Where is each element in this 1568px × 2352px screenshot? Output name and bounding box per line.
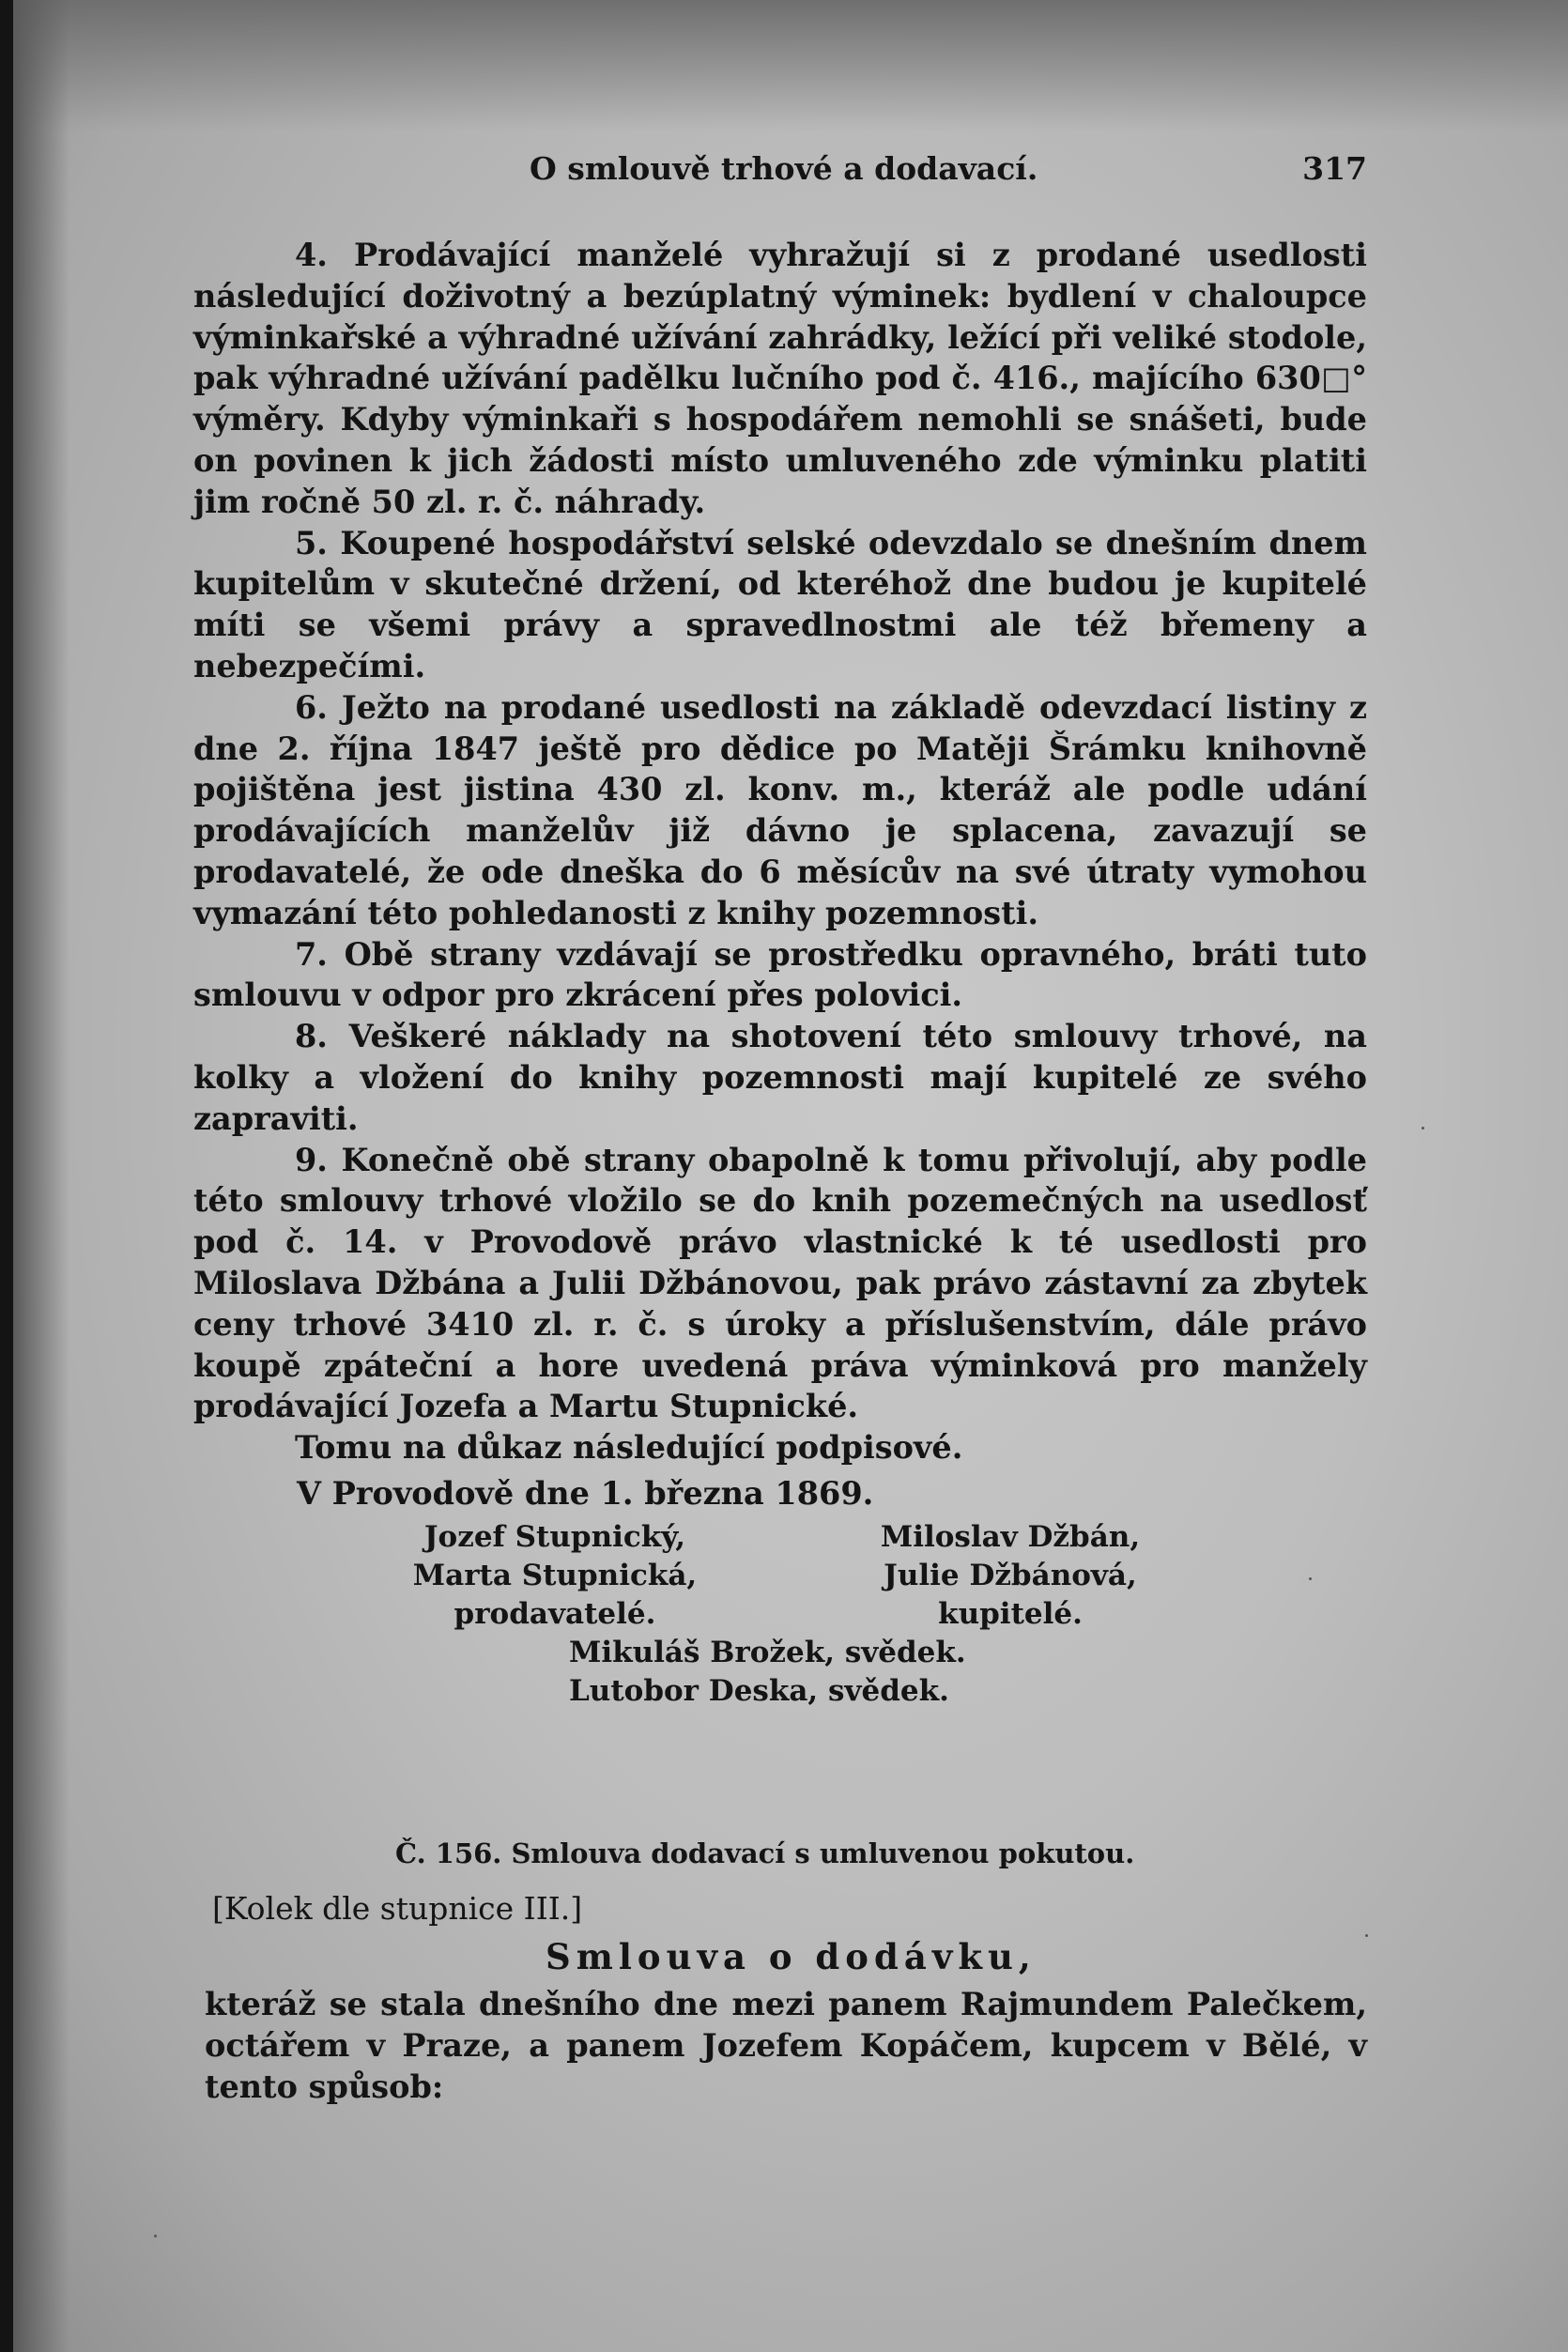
- buyer-role: kupitelé.: [938, 1596, 1083, 1631]
- witness-line: Lutobor Deska, svědek.: [569, 1673, 949, 1708]
- seller-role: prodavatelé.: [453, 1596, 656, 1631]
- buyer-name: Julie Džbánová,: [884, 1558, 1137, 1592]
- paragraph-9: 9. Konečně obě strany obapolně k tomu přivolují, aby podle této smlouvy trhové vložilo se do knih pozemečných na usedlosť pod č. 14. v Provodově právo vlastnické k té usedlosti pro Miloslava Džbána a Julii Džbánovou, pak právo zástavní za zbytek ceny trhové 3410 zl. r. č. s úroky a příslušenstvím, dále právo koupě zpáteční a hore uvedená práva výminková pro manžely prodávající Jozefa a Martu Stupnické.: [193, 1141, 1367, 1425]
- paper-speck: [1422, 1127, 1424, 1130]
- section-heading: Č. 156. Smlouva dodavací s umluvenou pokutou.: [395, 1837, 1135, 1869]
- witness-line: Mikuláš Brožek, svědek.: [569, 1635, 966, 1669]
- header-title: O smlouvě trhové a dodavací.: [530, 150, 1038, 187]
- seller-name: Marta Stupnická,: [412, 1558, 698, 1592]
- paragraph-8: 8. Veškeré náklady na shotovení této smlouvy trhové, na kolky a vložení do knihy pozemnosti mají kupitelé ze svého zapraviti.: [193, 1018, 1367, 1137]
- document-title: Smlouva o dodávku,: [546, 1936, 1037, 1978]
- signature-block: [193, 1518, 1367, 1734]
- seller-name: Jozef Stupnický,: [423, 1519, 686, 1554]
- seller-signatures: [395, 1518, 715, 1634]
- paper-speck: [1309, 1577, 1312, 1580]
- attestation-line: Tomu na důkaz následující podpisové.: [295, 1429, 963, 1467]
- book-page: [13, 0, 1568, 2352]
- paper-speck: [154, 2235, 157, 2237]
- buyer-signatures: [841, 1518, 1179, 1634]
- stamp-note: [Kolek dle stupnice III.]: [212, 1889, 583, 1927]
- running-header: [182, 150, 1367, 197]
- paragraph-7: 7. Obě strany vzdávají se prostředku opravného, bráti tuto smlouvu v odpor pro zkrácení přes polovici.: [193, 935, 1367, 1014]
- intro-paragraph: kteráž se stala dnešního dne mezi panem Rajmundem Palečkem, octářem v Praze, a panem Jozefem Kopáčem, kupcem v Bělé, v tento spůsob:: [205, 1986, 1367, 2105]
- witness-signatures: [569, 1634, 1001, 1711]
- paper-speck: [1365, 1934, 1368, 1937]
- buyer-name: Miloslav Džbán,: [880, 1519, 1141, 1554]
- body-text: [193, 235, 1367, 2107]
- page-number: 317: [1302, 150, 1367, 187]
- paragraph-5: 5. Koupené hospodářství selské odevzdalo se dnešním dnem kupitelům v skutečné držení, od kteréhož dne budou je kupitelé míti se všemi právy a spravedlnostmi ale též břemeny a nebezpečími.: [193, 524, 1367, 684]
- paragraph-4: 4. Prodávající manželé vyhražují si z prodané usedlosti následující doživotný a bezúplatný výminek: bydlení v chaloupce výminkařské a výhradné užívání zahrádky, ležící při veliké stodole, pak výhradné užívání padělku lučního pod č. 416., majícího 630□° výměry. Kdyby výminkaři s hospodářem nemohli se snášeti, bude on povinen k jich žádosti místo umluveného zde výminku platiti jim ročně 50 zl. r. č. náhrady.: [193, 237, 1367, 520]
- dateline: V Provodově dne 1. března 1869.: [297, 1474, 874, 1512]
- paragraph-6: 6. Ježto na prodané usedlosti na základě odevzdací listiny z dne 2. října 1847 ještě pro dědice po Matěji Šrámku knihovně pojištěna jest jistina 430 zl. konv. m., kteráž ale podle udání prodávajících manželův již dávno je splacena, zavazují se prodavatelé, že ode dneška do 6 měsícův na své útraty vymohou vymazání této pohledanosti z knihy pozemnosti.: [193, 688, 1367, 931]
